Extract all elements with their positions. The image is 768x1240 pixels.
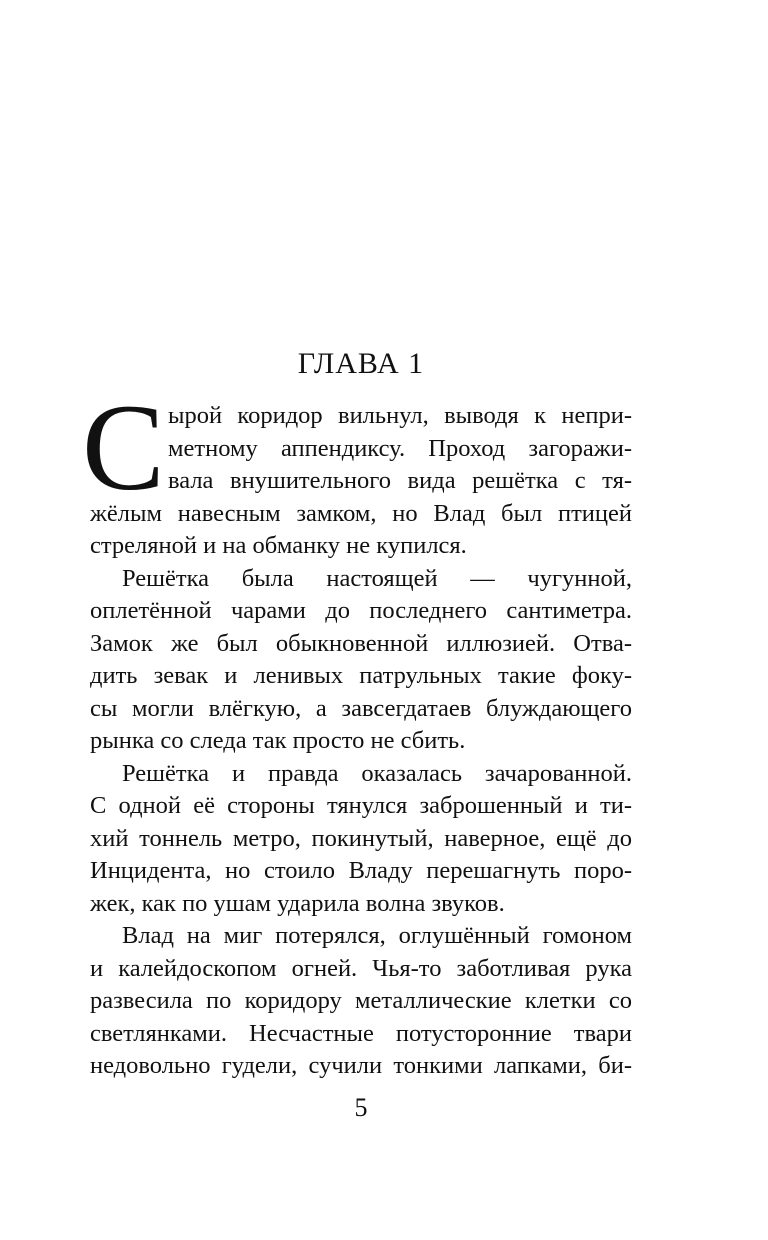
text-line: дить зевак и ленивых патрульных такие фоку- xyxy=(90,662,632,689)
text-line: Решётка и правда оказалась зачарованной. xyxy=(122,759,632,787)
text-line: светлянками. Несчастные потусторонние твари xyxy=(90,1019,632,1047)
text-line: вала внушительного вида решётка с тя- xyxy=(168,467,632,494)
chapter-text xyxy=(82,379,632,1083)
book-page xyxy=(82,0,632,1240)
text-line: С одной её стороны тянулся заброшенный и ти- xyxy=(90,792,632,819)
text-line: метному аппендиксу. Проход загоражи- xyxy=(168,434,632,462)
text-line: жек, как по ушам ударила волна звуков. xyxy=(90,889,505,917)
text-line: жёлым навесным замком, но Влад был птицей xyxy=(90,499,632,527)
drop-cap: С xyxy=(82,379,165,516)
text-line: Инцидента, но стоило Владу перешагнуть поро- xyxy=(90,857,632,884)
text-line: рынка со следа так просто не сбить. xyxy=(90,727,466,754)
chapter-title: ГЛАВА 1 xyxy=(297,347,425,380)
text-line: развесила по коридору металлические клетки со xyxy=(90,987,632,1014)
text-line: и калейдоскопом огней. Чья-то заботливая рука xyxy=(90,954,632,982)
text-line: сы могли влёгкую, а завсегдатаев блуждающего xyxy=(90,694,632,722)
text-line: ырой коридор вильнул, выводя к непри- xyxy=(168,402,632,429)
text-line: Влад на миг потерялся, оглушённый гомоном xyxy=(122,922,632,949)
text-line: оплетённой чарами до последнего сантиметра. xyxy=(90,597,632,624)
text-line: Решётка была настоящей — чугунной, xyxy=(122,564,632,592)
text-line: Замок же был обыкновенной иллюзией. Отва- xyxy=(90,629,632,657)
text-line: недовольно гудели, сучили тонкими лапками, би- xyxy=(90,1052,632,1079)
text-line: стреляной и на обманку не купился. xyxy=(90,532,467,559)
page-number: 5 xyxy=(354,1093,368,1122)
text-line: хий тоннель метро, покинутый, наверное, ещё до xyxy=(90,824,632,852)
